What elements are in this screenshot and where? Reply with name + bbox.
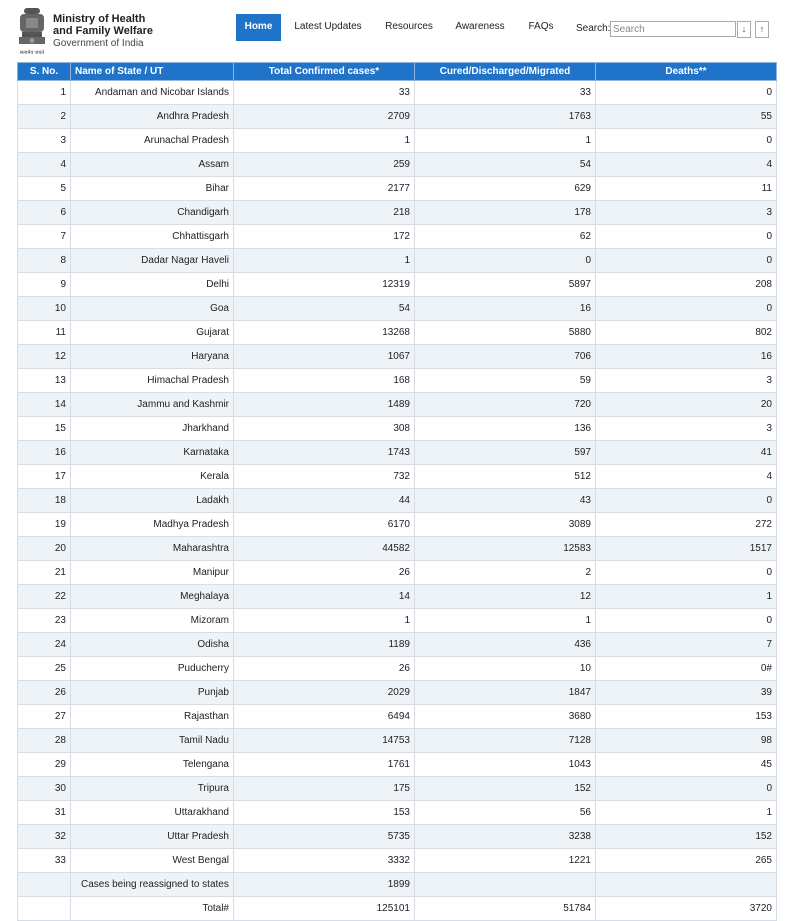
cell-cured: 2 bbox=[415, 561, 596, 585]
cell-cured: 1847 bbox=[415, 681, 596, 705]
table-row bbox=[18, 249, 777, 273]
cell-state: Kerala bbox=[71, 465, 234, 489]
cell-state: Madhya Pradesh bbox=[71, 513, 234, 537]
cell-state: Chandigarh bbox=[71, 201, 234, 225]
cell-deaths: 39 bbox=[596, 681, 777, 705]
table-row bbox=[18, 273, 777, 297]
cell-sno: 24 bbox=[18, 633, 71, 657]
cell-cured: 597 bbox=[415, 441, 596, 465]
table-row bbox=[18, 465, 777, 489]
cell-cured: 54 bbox=[415, 153, 596, 177]
table-row bbox=[18, 489, 777, 513]
scroll-down-button[interactable]: ↓ bbox=[737, 21, 751, 38]
cell-cured: 10 bbox=[415, 657, 596, 681]
cell-state: Karnataka bbox=[71, 441, 234, 465]
cell-state: Haryana bbox=[71, 345, 234, 369]
cell-confirmed: 1 bbox=[234, 129, 415, 153]
cell-deaths: 0 bbox=[596, 129, 777, 153]
cell-cured: 7128 bbox=[415, 729, 596, 753]
cell-cured bbox=[415, 873, 596, 897]
cell-deaths: 11 bbox=[596, 177, 777, 201]
cell-sno: 23 bbox=[18, 609, 71, 633]
header-state[interactable]: Name of State / UT bbox=[71, 63, 234, 81]
cell-sno: 22 bbox=[18, 585, 71, 609]
cell-confirmed: 2177 bbox=[234, 177, 415, 201]
cell-sno: 7 bbox=[18, 225, 71, 249]
table-row bbox=[18, 801, 777, 825]
cell-state: Ladakh bbox=[71, 489, 234, 513]
cell-confirmed: 26 bbox=[234, 561, 415, 585]
cell-confirmed: 218 bbox=[234, 201, 415, 225]
cell-cured: 512 bbox=[415, 465, 596, 489]
table-row bbox=[18, 105, 777, 129]
cell-deaths: 0 bbox=[596, 297, 777, 321]
cell-deaths: 4 bbox=[596, 153, 777, 177]
cell-deaths: 3 bbox=[596, 369, 777, 393]
cell-sno: 25 bbox=[18, 657, 71, 681]
cell-state: Cases being reassigned to states bbox=[71, 873, 234, 897]
cell-deaths: 208 bbox=[596, 273, 777, 297]
cell-confirmed: 1489 bbox=[234, 393, 415, 417]
cell-deaths: 152 bbox=[596, 825, 777, 849]
cell-cured: 62 bbox=[415, 225, 596, 249]
cell-cured: 59 bbox=[415, 369, 596, 393]
table-row bbox=[18, 369, 777, 393]
cell-confirmed: 12319 bbox=[234, 273, 415, 297]
table-row bbox=[18, 897, 777, 921]
header-cured[interactable]: Cured/Discharged/Migrated bbox=[415, 63, 596, 81]
cell-sno: 8 bbox=[18, 249, 71, 273]
cell-state: Andhra Pradesh bbox=[71, 105, 234, 129]
table-row bbox=[18, 81, 777, 105]
cell-state: Puducherry bbox=[71, 657, 234, 681]
cell-cured: 1221 bbox=[415, 849, 596, 873]
cell-state: Uttar Pradesh bbox=[71, 825, 234, 849]
cell-state: Dadar Nagar Haveli bbox=[71, 249, 234, 273]
cell-confirmed: 6170 bbox=[234, 513, 415, 537]
table-row bbox=[18, 225, 777, 249]
cell-state: Jharkhand bbox=[71, 417, 234, 441]
cell-confirmed: 3332 bbox=[234, 849, 415, 873]
org-name[interactable] bbox=[53, 13, 153, 37]
site-header bbox=[0, 0, 799, 62]
cell-cured: 1043 bbox=[415, 753, 596, 777]
cell-sno: 29 bbox=[18, 753, 71, 777]
search-input[interactable] bbox=[610, 21, 736, 37]
cell-confirmed: 1761 bbox=[234, 753, 415, 777]
cell-confirmed: 1899 bbox=[234, 873, 415, 897]
cell-state: Tripura bbox=[71, 777, 234, 801]
table-row bbox=[18, 825, 777, 849]
table-row bbox=[18, 393, 777, 417]
cell-cured: 5880 bbox=[415, 321, 596, 345]
cell-cured: 0 bbox=[415, 249, 596, 273]
table-row bbox=[18, 657, 777, 681]
cell-sno: 9 bbox=[18, 273, 71, 297]
table-row bbox=[18, 585, 777, 609]
nav-awareness[interactable]: Awareness bbox=[455, 21, 505, 32]
header-deaths[interactable]: Deaths** bbox=[596, 63, 777, 81]
table-row bbox=[18, 177, 777, 201]
cell-deaths: 7 bbox=[596, 633, 777, 657]
table-row bbox=[18, 201, 777, 225]
cell-state: Total# bbox=[71, 897, 234, 921]
cell-sno: 4 bbox=[18, 153, 71, 177]
cell-confirmed: 44 bbox=[234, 489, 415, 513]
table-row bbox=[18, 729, 777, 753]
cell-sno bbox=[18, 873, 71, 897]
cell-confirmed: 1 bbox=[234, 249, 415, 273]
table-header-row bbox=[18, 63, 777, 81]
cell-state: West Bengal bbox=[71, 849, 234, 873]
table-row bbox=[18, 561, 777, 585]
table-row bbox=[18, 873, 777, 897]
cell-confirmed: 13268 bbox=[234, 321, 415, 345]
cell-confirmed: 33 bbox=[234, 81, 415, 105]
table-row bbox=[18, 297, 777, 321]
cell-confirmed: 308 bbox=[234, 417, 415, 441]
cell-state: Himachal Pradesh bbox=[71, 369, 234, 393]
cell-deaths: 802 bbox=[596, 321, 777, 345]
table-row bbox=[18, 777, 777, 801]
cell-deaths: 0 bbox=[596, 81, 777, 105]
cell-sno: 16 bbox=[18, 441, 71, 465]
cell-cured: 178 bbox=[415, 201, 596, 225]
table-row bbox=[18, 537, 777, 561]
cell-cured: 12 bbox=[415, 585, 596, 609]
table-row bbox=[18, 417, 777, 441]
cell-sno: 5 bbox=[18, 177, 71, 201]
cell-sno: 31 bbox=[18, 801, 71, 825]
cell-cured: 1 bbox=[415, 609, 596, 633]
cell-confirmed: 125101 bbox=[234, 897, 415, 921]
cell-deaths: 0 bbox=[596, 489, 777, 513]
cell-sno: 2 bbox=[18, 105, 71, 129]
cell-cured: 1763 bbox=[415, 105, 596, 129]
cell-confirmed: 2029 bbox=[234, 681, 415, 705]
cell-confirmed: 1 bbox=[234, 609, 415, 633]
cell-sno: 21 bbox=[18, 561, 71, 585]
cell-confirmed: 6494 bbox=[234, 705, 415, 729]
cell-state: Gujarat bbox=[71, 321, 234, 345]
cell-cured: 629 bbox=[415, 177, 596, 201]
cell-confirmed: 54 bbox=[234, 297, 415, 321]
cell-sno: 32 bbox=[18, 825, 71, 849]
cell-sno: 33 bbox=[18, 849, 71, 873]
table-row bbox=[18, 345, 777, 369]
cell-sno: 10 bbox=[18, 297, 71, 321]
cell-confirmed: 26 bbox=[234, 657, 415, 681]
cell-cured: 3089 bbox=[415, 513, 596, 537]
table-row bbox=[18, 441, 777, 465]
cell-confirmed: 1189 bbox=[234, 633, 415, 657]
cell-confirmed: 172 bbox=[234, 225, 415, 249]
cell-state: Assam bbox=[71, 153, 234, 177]
table-row bbox=[18, 681, 777, 705]
cell-deaths: 0# bbox=[596, 657, 777, 681]
table-row bbox=[18, 153, 777, 177]
cell-cured: 16 bbox=[415, 297, 596, 321]
cell-sno: 1 bbox=[18, 81, 71, 105]
org-subtitle: Government of India bbox=[53, 38, 144, 49]
cell-state: Telengana bbox=[71, 753, 234, 777]
cell-state: Andaman and Nicobar Islands bbox=[71, 81, 234, 105]
cell-confirmed: 5735 bbox=[234, 825, 415, 849]
cell-state: Odisha bbox=[71, 633, 234, 657]
cell-confirmed: 14 bbox=[234, 585, 415, 609]
cell-sno: 19 bbox=[18, 513, 71, 537]
cell-cured: 136 bbox=[415, 417, 596, 441]
emblem-motto: सत्यमेव जयते bbox=[19, 50, 45, 56]
nav-latest-updates[interactable]: Latest Updates bbox=[294, 21, 362, 32]
cell-confirmed: 259 bbox=[234, 153, 415, 177]
cell-confirmed: 732 bbox=[234, 465, 415, 489]
cell-confirmed: 168 bbox=[234, 369, 415, 393]
cell-cured: 1 bbox=[415, 129, 596, 153]
cell-cured: 720 bbox=[415, 393, 596, 417]
nav-faqs[interactable]: FAQs bbox=[528, 21, 554, 32]
cell-sno: 26 bbox=[18, 681, 71, 705]
cell-confirmed: 2709 bbox=[234, 105, 415, 129]
cell-deaths: 55 bbox=[596, 105, 777, 129]
cell-cured: 5897 bbox=[415, 273, 596, 297]
cell-cured: 706 bbox=[415, 345, 596, 369]
cell-cured: 12583 bbox=[415, 537, 596, 561]
cell-cured: 3680 bbox=[415, 705, 596, 729]
table-row bbox=[18, 321, 777, 345]
header-sno[interactable]: S. No. bbox=[18, 63, 71, 81]
cell-state: Goa bbox=[71, 297, 234, 321]
cell-confirmed: 44582 bbox=[234, 537, 415, 561]
cell-state: Jammu and Kashmir bbox=[71, 393, 234, 417]
cell-state: Mizoram bbox=[71, 609, 234, 633]
cell-sno: 6 bbox=[18, 201, 71, 225]
cell-deaths: 3 bbox=[596, 417, 777, 441]
table-body bbox=[18, 81, 777, 921]
cell-sno: 18 bbox=[18, 489, 71, 513]
nav-home[interactable]: Home bbox=[236, 14, 281, 41]
table-row bbox=[18, 609, 777, 633]
cell-state: Punjab bbox=[71, 681, 234, 705]
cell-cured: 436 bbox=[415, 633, 596, 657]
cell-state: Manipur bbox=[71, 561, 234, 585]
cell-deaths: 4 bbox=[596, 465, 777, 489]
national-emblem-icon bbox=[15, 6, 49, 58]
cell-state: Maharashtra bbox=[71, 537, 234, 561]
cell-deaths: 98 bbox=[596, 729, 777, 753]
cell-sno: 20 bbox=[18, 537, 71, 561]
table-row bbox=[18, 849, 777, 873]
cell-sno: 15 bbox=[18, 417, 71, 441]
cell-deaths: 3720 bbox=[596, 897, 777, 921]
table-row bbox=[18, 129, 777, 153]
search-label: Search: bbox=[576, 23, 611, 34]
cell-cured: 33 bbox=[415, 81, 596, 105]
cell-confirmed: 175 bbox=[234, 777, 415, 801]
cell-confirmed: 14753 bbox=[234, 729, 415, 753]
org-name-line1: Ministry of Health bbox=[53, 13, 146, 25]
cell-state: Meghalaya bbox=[71, 585, 234, 609]
cell-deaths: 0 bbox=[596, 609, 777, 633]
cell-state: Rajasthan bbox=[71, 705, 234, 729]
table-row bbox=[18, 705, 777, 729]
cell-confirmed: 1743 bbox=[234, 441, 415, 465]
cell-deaths: 272 bbox=[596, 513, 777, 537]
state-cases-table-container bbox=[17, 62, 776, 921]
cell-sno: 13 bbox=[18, 369, 71, 393]
org-name-line2: and Family Welfare bbox=[53, 25, 154, 37]
cell-sno: 12 bbox=[18, 345, 71, 369]
cell-sno: 11 bbox=[18, 321, 71, 345]
cell-sno: 14 bbox=[18, 393, 71, 417]
cell-cured: 56 bbox=[415, 801, 596, 825]
cell-state: Chhattisgarh bbox=[71, 225, 234, 249]
nav-resources[interactable]: Resources bbox=[385, 21, 433, 32]
table-row bbox=[18, 513, 777, 537]
cell-deaths: 16 bbox=[596, 345, 777, 369]
cell-cured: 152 bbox=[415, 777, 596, 801]
header-confirmed[interactable]: Total Confirmed cases* bbox=[234, 63, 415, 81]
cell-deaths: 41 bbox=[596, 441, 777, 465]
cell-deaths: 45 bbox=[596, 753, 777, 777]
cell-sno bbox=[18, 897, 71, 921]
cell-deaths: 0 bbox=[596, 249, 777, 273]
cell-cured: 43 bbox=[415, 489, 596, 513]
cell-sno: 28 bbox=[18, 729, 71, 753]
cell-deaths: 153 bbox=[596, 705, 777, 729]
table-row bbox=[18, 753, 777, 777]
cell-deaths: 0 bbox=[596, 225, 777, 249]
cell-sno: 27 bbox=[18, 705, 71, 729]
cell-sno: 3 bbox=[18, 129, 71, 153]
cell-state: Uttarakhand bbox=[71, 801, 234, 825]
cell-confirmed: 1067 bbox=[234, 345, 415, 369]
cell-deaths: 20 bbox=[596, 393, 777, 417]
cell-deaths bbox=[596, 873, 777, 897]
state-cases-table bbox=[17, 62, 777, 921]
cell-deaths: 3 bbox=[596, 201, 777, 225]
cell-state: Delhi bbox=[71, 273, 234, 297]
cell-cured: 3238 bbox=[415, 825, 596, 849]
cell-deaths: 0 bbox=[596, 561, 777, 585]
cell-deaths: 1 bbox=[596, 801, 777, 825]
cell-confirmed: 153 bbox=[234, 801, 415, 825]
cell-sno: 30 bbox=[18, 777, 71, 801]
scroll-up-button[interactable]: ↑ bbox=[755, 21, 769, 38]
cell-deaths: 0 bbox=[596, 777, 777, 801]
cell-deaths: 265 bbox=[596, 849, 777, 873]
cell-state: Bihar bbox=[71, 177, 234, 201]
cell-state: Tamil Nadu bbox=[71, 729, 234, 753]
cell-deaths: 1517 bbox=[596, 537, 777, 561]
table-row bbox=[18, 633, 777, 657]
cell-deaths: 1 bbox=[596, 585, 777, 609]
cell-state: Arunachal Pradesh bbox=[71, 129, 234, 153]
cell-sno: 17 bbox=[18, 465, 71, 489]
cell-cured: 51784 bbox=[415, 897, 596, 921]
